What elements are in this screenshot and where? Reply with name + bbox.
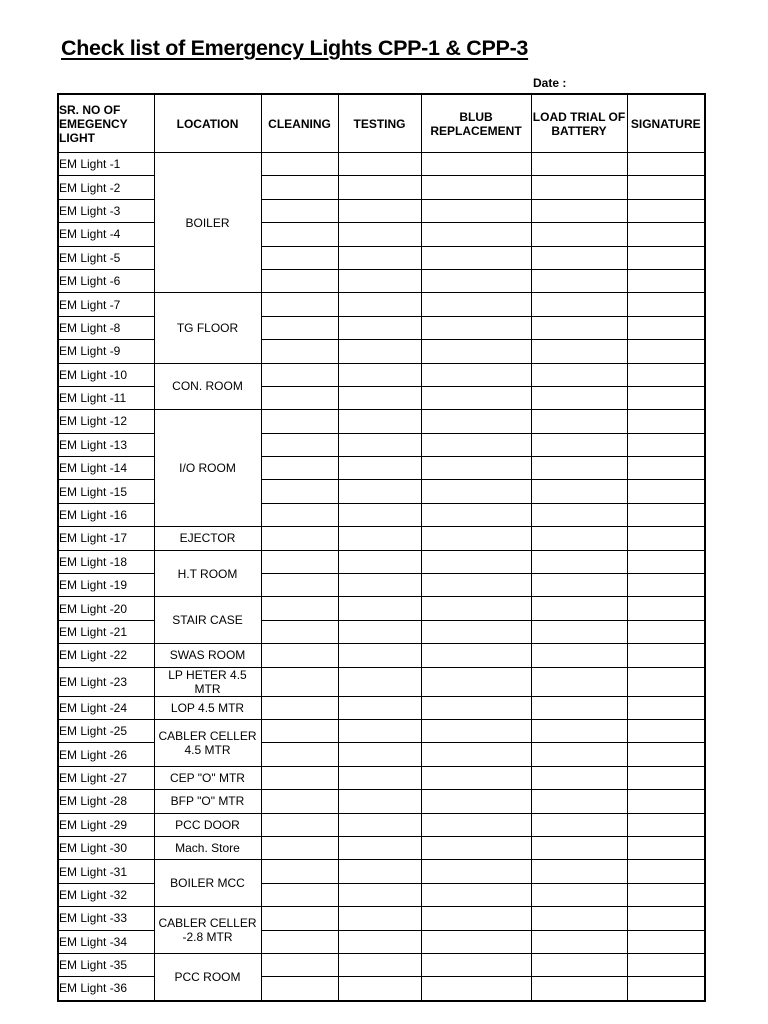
testing-cell[interactable] [338, 719, 421, 742]
bulb-replacement-cell[interactable] [421, 363, 531, 386]
bulb-replacement-cell[interactable] [421, 667, 531, 696]
table-row [58, 696, 705, 719]
load-trial-cell[interactable] [531, 386, 627, 409]
load-trial-cell[interactable] [531, 743, 627, 766]
cleaning-cell[interactable] [261, 977, 338, 1001]
testing-cell[interactable] [338, 176, 421, 199]
em-light-id: EM Light -17 [58, 527, 154, 550]
col-header-testing: TESTING [338, 94, 421, 153]
bulb-replacement-cell[interactable] [421, 790, 531, 813]
cleaning-cell[interactable] [261, 860, 338, 883]
load-trial-cell[interactable] [531, 574, 627, 597]
load-trial-cell[interactable] [531, 503, 627, 526]
cleaning-cell[interactable] [261, 667, 338, 696]
cleaning-cell[interactable] [261, 597, 338, 620]
load-trial-cell[interactable] [531, 316, 627, 339]
cleaning-cell[interactable] [261, 176, 338, 199]
em-light-id: EM Light -16 [58, 503, 154, 526]
load-trial-cell[interactable] [531, 176, 627, 199]
em-light-id: EM Light -33 [58, 907, 154, 930]
table-row [58, 836, 705, 859]
em-light-id: EM Light -15 [58, 480, 154, 503]
load-trial-cell[interactable] [531, 199, 627, 222]
em-light-id: EM Light -21 [58, 620, 154, 643]
testing-cell[interactable] [338, 153, 421, 176]
load-trial-cell[interactable] [531, 620, 627, 643]
col-header-load-trial: LOAD TRIAL OF BATTERY [531, 94, 627, 153]
location-cell: CEP "O" MTR [154, 766, 261, 789]
load-trial-cell[interactable] [531, 269, 627, 292]
testing-cell[interactable] [338, 883, 421, 906]
signature-cell[interactable] [627, 293, 705, 316]
em-light-id: EM Light -30 [58, 836, 154, 859]
load-trial-cell[interactable] [531, 883, 627, 906]
location-cell: CABLER CELLER 4.5 MTR [154, 719, 261, 766]
testing-cell[interactable] [338, 667, 421, 696]
location-cell: BOILER MCC [154, 860, 261, 907]
signature-cell[interactable] [627, 223, 705, 246]
load-trial-cell[interactable] [531, 550, 627, 573]
signature-cell[interactable] [627, 813, 705, 836]
location-cell: PCC DOOR [154, 813, 261, 836]
signature-cell[interactable] [627, 977, 705, 1001]
testing-cell[interactable] [338, 574, 421, 597]
testing-cell[interactable] [338, 550, 421, 573]
signature-cell[interactable] [627, 644, 705, 667]
em-light-id: EM Light -20 [58, 597, 154, 620]
em-light-id: EM Light -31 [58, 860, 154, 883]
signature-cell[interactable] [627, 340, 705, 363]
table-row [58, 597, 705, 620]
bulb-replacement-cell[interactable] [421, 199, 531, 222]
cleaning-cell[interactable] [261, 293, 338, 316]
em-light-id: EM Light -14 [58, 457, 154, 480]
signature-cell[interactable] [627, 480, 705, 503]
signature-cell[interactable] [627, 199, 705, 222]
location-cell: BOILER [154, 153, 261, 293]
cleaning-cell[interactable] [261, 480, 338, 503]
location-cell: PCC ROOM [154, 953, 261, 1000]
cleaning-cell[interactable] [261, 766, 338, 789]
testing-cell[interactable] [338, 696, 421, 719]
signature-cell[interactable] [627, 953, 705, 976]
testing-cell[interactable] [338, 527, 421, 550]
location-cell: Mach. Store [154, 836, 261, 859]
bulb-replacement-cell[interactable] [421, 907, 531, 930]
cleaning-cell[interactable] [261, 574, 338, 597]
em-light-id: EM Light -19 [58, 574, 154, 597]
testing-cell[interactable] [338, 790, 421, 813]
load-trial-cell[interactable] [531, 153, 627, 176]
bulb-replacement-cell[interactable] [421, 743, 531, 766]
load-trial-cell[interactable] [531, 930, 627, 953]
load-trial-cell[interactable] [531, 907, 627, 930]
testing-cell[interactable] [338, 386, 421, 409]
bulb-replacement-cell[interactable] [421, 293, 531, 316]
signature-cell[interactable] [627, 503, 705, 526]
cleaning-cell[interactable] [261, 363, 338, 386]
col-header-cleaning: CLEANING [261, 94, 338, 153]
signature-cell[interactable] [627, 696, 705, 719]
table-row [58, 860, 705, 883]
table-row [58, 667, 705, 696]
bulb-replacement-cell[interactable] [421, 813, 531, 836]
bulb-replacement-cell[interactable] [421, 386, 531, 409]
bulb-replacement-cell[interactable] [421, 340, 531, 363]
table-row [58, 813, 705, 836]
cleaning-cell[interactable] [261, 410, 338, 433]
cleaning-cell[interactable] [261, 953, 338, 976]
em-light-id: EM Light -12 [58, 410, 154, 433]
location-cell: TG FLOOR [154, 293, 261, 363]
testing-cell[interactable] [338, 199, 421, 222]
em-light-id: EM Light -29 [58, 813, 154, 836]
testing-cell[interactable] [338, 860, 421, 883]
load-trial-cell[interactable] [531, 340, 627, 363]
bulb-replacement-cell[interactable] [421, 574, 531, 597]
location-cell: STAIR CASE [154, 597, 261, 644]
bulb-replacement-cell[interactable] [421, 410, 531, 433]
table-row [58, 907, 705, 930]
load-trial-cell[interactable] [531, 766, 627, 789]
testing-cell[interactable] [338, 813, 421, 836]
em-light-id: EM Light -5 [58, 246, 154, 269]
em-light-id: EM Light -8 [58, 316, 154, 339]
signature-cell[interactable] [627, 790, 705, 813]
cleaning-cell[interactable] [261, 340, 338, 363]
load-trial-cell[interactable] [531, 644, 627, 667]
col-header-sr-no: SR. NO OF EMEGENCY LIGHT [58, 94, 154, 153]
load-trial-cell[interactable] [531, 527, 627, 550]
bulb-replacement-cell[interactable] [421, 527, 531, 550]
table-row [58, 644, 705, 667]
location-cell: LOP 4.5 MTR [154, 696, 261, 719]
page-title: Check list of Emergency Lights CPP-1 & CPP-3 [61, 36, 529, 60]
em-light-id: EM Light -2 [58, 176, 154, 199]
checklist-table [57, 93, 706, 1002]
signature-cell[interactable] [627, 433, 705, 456]
location-cell: CABLER CELLER -2.8 MTR [154, 907, 261, 954]
cleaning-cell[interactable] [261, 813, 338, 836]
cleaning-cell[interactable] [261, 527, 338, 550]
em-light-id: EM Light -23 [58, 667, 154, 696]
signature-cell[interactable] [627, 246, 705, 269]
bulb-replacement-cell[interactable] [421, 977, 531, 1001]
cleaning-cell[interactable] [261, 386, 338, 409]
bulb-replacement-cell[interactable] [421, 503, 531, 526]
table-row [58, 766, 705, 789]
bulb-replacement-cell[interactable] [421, 246, 531, 269]
load-trial-cell[interactable] [531, 696, 627, 719]
load-trial-cell[interactable] [531, 813, 627, 836]
location-cell: CON. ROOM [154, 363, 261, 410]
location-cell: SWAS ROOM [154, 644, 261, 667]
signature-cell[interactable] [627, 667, 705, 696]
signature-cell[interactable] [627, 363, 705, 386]
em-light-id: EM Light -3 [58, 199, 154, 222]
col-header-location: LOCATION [154, 94, 261, 153]
bulb-replacement-cell[interactable] [421, 480, 531, 503]
testing-cell[interactable] [338, 743, 421, 766]
testing-cell[interactable] [338, 907, 421, 930]
date-label: Date : [533, 76, 567, 90]
em-light-id: EM Light -27 [58, 766, 154, 789]
table-body [58, 153, 705, 1001]
testing-cell[interactable] [338, 293, 421, 316]
table-row [58, 527, 705, 550]
bulb-replacement-cell[interactable] [421, 860, 531, 883]
table-row [58, 153, 705, 176]
testing-cell[interactable] [338, 977, 421, 1001]
bulb-replacement-cell[interactable] [421, 883, 531, 906]
testing-cell[interactable] [338, 340, 421, 363]
location-cell: H.T ROOM [154, 550, 261, 597]
bulb-replacement-cell[interactable] [421, 597, 531, 620]
signature-cell[interactable] [627, 176, 705, 199]
testing-cell[interactable] [338, 363, 421, 386]
signature-cell[interactable] [627, 883, 705, 906]
load-trial-cell[interactable] [531, 293, 627, 316]
cleaning-cell[interactable] [261, 883, 338, 906]
load-trial-cell[interactable] [531, 719, 627, 742]
cleaning-cell[interactable] [261, 316, 338, 339]
signature-cell[interactable] [627, 620, 705, 643]
table-row [58, 293, 705, 316]
load-trial-cell[interactable] [531, 953, 627, 976]
bulb-replacement-cell[interactable] [421, 223, 531, 246]
cleaning-cell[interactable] [261, 269, 338, 292]
load-trial-cell[interactable] [531, 667, 627, 696]
load-trial-cell[interactable] [531, 246, 627, 269]
signature-cell[interactable] [627, 766, 705, 789]
load-trial-cell[interactable] [531, 457, 627, 480]
em-light-id: EM Light -18 [58, 550, 154, 573]
cleaning-cell[interactable] [261, 550, 338, 573]
signature-cell[interactable] [627, 719, 705, 742]
testing-cell[interactable] [338, 223, 421, 246]
bulb-replacement-cell[interactable] [421, 269, 531, 292]
table-row [58, 719, 705, 742]
testing-cell[interactable] [338, 316, 421, 339]
load-trial-cell[interactable] [531, 223, 627, 246]
bulb-replacement-cell[interactable] [421, 457, 531, 480]
em-light-id: EM Light -36 [58, 977, 154, 1001]
bulb-replacement-cell[interactable] [421, 433, 531, 456]
em-light-id: EM Light -11 [58, 386, 154, 409]
em-light-id: EM Light -10 [58, 363, 154, 386]
cleaning-cell[interactable] [261, 503, 338, 526]
bulb-replacement-cell[interactable] [421, 550, 531, 573]
testing-cell[interactable] [338, 269, 421, 292]
cleaning-cell[interactable] [261, 743, 338, 766]
bulb-replacement-cell[interactable] [421, 953, 531, 976]
em-light-id: EM Light -7 [58, 293, 154, 316]
testing-cell[interactable] [338, 620, 421, 643]
testing-cell[interactable] [338, 480, 421, 503]
bulb-replacement-cell[interactable] [421, 766, 531, 789]
load-trial-cell[interactable] [531, 433, 627, 456]
testing-cell[interactable] [338, 433, 421, 456]
cleaning-cell[interactable] [261, 836, 338, 859]
load-trial-cell[interactable] [531, 480, 627, 503]
signature-cell[interactable] [627, 907, 705, 930]
table-row [58, 550, 705, 573]
testing-cell[interactable] [338, 503, 421, 526]
signature-cell[interactable] [627, 316, 705, 339]
table-row [58, 410, 705, 433]
testing-cell[interactable] [338, 457, 421, 480]
cleaning-cell[interactable] [261, 907, 338, 930]
signature-cell[interactable] [627, 836, 705, 859]
signature-cell[interactable] [627, 743, 705, 766]
cleaning-cell[interactable] [261, 223, 338, 246]
cleaning-cell[interactable] [261, 433, 338, 456]
em-light-id: EM Light -9 [58, 340, 154, 363]
testing-cell[interactable] [338, 930, 421, 953]
testing-cell[interactable] [338, 597, 421, 620]
signature-cell[interactable] [627, 153, 705, 176]
bulb-replacement-cell[interactable] [421, 153, 531, 176]
em-light-id: EM Light -1 [58, 153, 154, 176]
signature-cell[interactable] [627, 269, 705, 292]
bulb-replacement-cell[interactable] [421, 719, 531, 742]
bulb-replacement-cell[interactable] [421, 316, 531, 339]
table-row [58, 790, 705, 813]
signature-cell[interactable] [627, 860, 705, 883]
cleaning-cell[interactable] [261, 644, 338, 667]
testing-cell[interactable] [338, 766, 421, 789]
testing-cell[interactable] [338, 410, 421, 433]
bulb-replacement-cell[interactable] [421, 836, 531, 859]
bulb-replacement-cell[interactable] [421, 644, 531, 667]
load-trial-cell[interactable] [531, 836, 627, 859]
cleaning-cell[interactable] [261, 153, 338, 176]
load-trial-cell[interactable] [531, 363, 627, 386]
bulb-replacement-cell[interactable] [421, 696, 531, 719]
signature-cell[interactable] [627, 386, 705, 409]
load-trial-cell[interactable] [531, 597, 627, 620]
load-trial-cell[interactable] [531, 410, 627, 433]
em-light-id: EM Light -26 [58, 743, 154, 766]
em-light-id: EM Light -22 [58, 644, 154, 667]
em-light-id: EM Light -32 [58, 883, 154, 906]
em-light-id: EM Light -13 [58, 433, 154, 456]
signature-cell[interactable] [627, 550, 705, 573]
signature-cell[interactable] [627, 597, 705, 620]
cleaning-cell[interactable] [261, 199, 338, 222]
testing-cell[interactable] [338, 836, 421, 859]
table-row [58, 363, 705, 386]
signature-cell[interactable] [627, 930, 705, 953]
em-light-id: EM Light -25 [58, 719, 154, 742]
col-header-signature: SIGNATURE [627, 94, 705, 153]
bulb-replacement-cell[interactable] [421, 176, 531, 199]
cleaning-cell[interactable] [261, 696, 338, 719]
load-trial-cell[interactable] [531, 977, 627, 1001]
load-trial-cell[interactable] [531, 790, 627, 813]
em-light-id: EM Light -35 [58, 953, 154, 976]
em-light-id: EM Light -34 [58, 930, 154, 953]
bulb-replacement-cell[interactable] [421, 620, 531, 643]
location-cell: EJECTOR [154, 527, 261, 550]
signature-cell[interactable] [627, 527, 705, 550]
cleaning-cell[interactable] [261, 457, 338, 480]
testing-cell[interactable] [338, 644, 421, 667]
em-light-id: EM Light -28 [58, 790, 154, 813]
em-light-id: EM Light -4 [58, 223, 154, 246]
location-cell: LP HETER 4.5 MTR [154, 667, 261, 696]
em-light-id: EM Light -24 [58, 696, 154, 719]
load-trial-cell[interactable] [531, 860, 627, 883]
em-light-id: EM Light -6 [58, 269, 154, 292]
table-row [58, 953, 705, 976]
cleaning-cell[interactable] [261, 790, 338, 813]
cleaning-cell[interactable] [261, 620, 338, 643]
col-header-bulb-replacement: BLUB REPLACEMENT [421, 94, 531, 153]
cleaning-cell[interactable] [261, 719, 338, 742]
signature-cell[interactable] [627, 410, 705, 433]
signature-cell[interactable] [627, 457, 705, 480]
testing-cell[interactable] [338, 953, 421, 976]
header-row [58, 94, 705, 153]
testing-cell[interactable] [338, 246, 421, 269]
location-cell: I/O ROOM [154, 410, 261, 527]
cleaning-cell[interactable] [261, 246, 338, 269]
cleaning-cell[interactable] [261, 930, 338, 953]
location-cell: BFP "O" MTR [154, 790, 261, 813]
signature-cell[interactable] [627, 574, 705, 597]
bulb-replacement-cell[interactable] [421, 930, 531, 953]
